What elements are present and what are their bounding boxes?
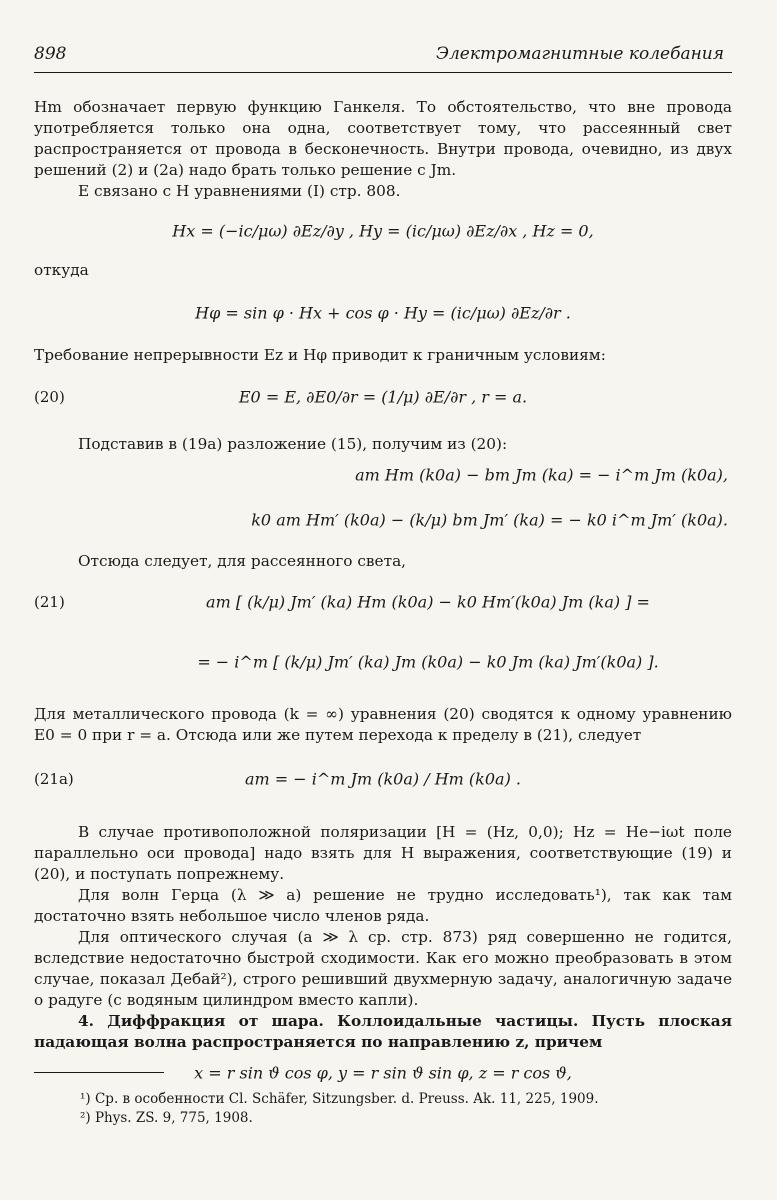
equation-spherical-coordinates	[34, 1053, 732, 1093]
paragraph-metallic-wire: Для металлического провода (k = ∞) уравнения (20) сводятся к одному уравнению E0 = 0 при r = a. Отсюда или же путем перехода к пределу в (21), следует	[34, 705, 732, 744]
footnote-1: ¹) Ср. в особенности Cl. Schäfer, Sitzungsber. d. Preuss. Ak. 11, 225, 1909.	[80, 1091, 599, 1107]
equation-number: (20)	[34, 388, 65, 406]
equation-text: am Hm (k0a) − bm Jm (ka) = − i^m Jm (k0a),	[355, 465, 728, 485]
paragraph-opposite-polarization: В случае противоположной поляризации [H = (Hz, 0,0); Hz = He−iωt поле параллельно оси провода] надо взять для H выражения, соответствующие (19) и (20), и поступать попрежнему.	[34, 823, 732, 883]
paragraph-continuity: Требование непрерывности Ez и Hφ приводит к граничным условиям:	[34, 346, 606, 364]
page-content	[34, 44, 732, 1093]
paragraph-e-h-relation: E связано с H уравнениями (I) стр. 808.	[78, 182, 401, 200]
paragraph-hertz-waves: Для волн Герца (λ ≫ a) решение не трудно исследовать¹), так как там достаточно взять небольшое число членов ряда.	[34, 886, 732, 925]
equation-h-phi	[34, 281, 732, 345]
footnote-2: ²) Phys. ZS. 9, 775, 1908.	[80, 1110, 253, 1126]
paragraph-hankel: Hm обозначает первую функцию Ганкеля. То обстоятельство, что вне провода употребляется только она одна, соответствует тому, что рассеянный свет распространяется от провода в бесконечность. Внутри провода, очевидно, из двух решений (2) и (2а) надо брать только решение с Jm.	[34, 98, 732, 179]
paragraph-scattered-light: Отсюда следует, для рассеянного света,	[78, 552, 407, 570]
footnotes	[34, 1090, 732, 1128]
paragraph-optical-case: Для оптического случая (a ≫ λ ср. стр. 873) ряд совершенно не годится, вследствие недостаточно быстрой сходимости. Как его можно преобразовать в этом случае, показал Дебай²), строго решивший двухмерную задачу, аналогичную задаче о радуге (с водяным цилиндром вместо капли).	[34, 928, 732, 1009]
equation-21-line1	[34, 572, 732, 632]
equation-text: am [ (k/μ) Jm′ (ka) Hm (k0a) − k0 Hm′(k0a) Jm (ka) ] =	[206, 592, 650, 612]
equation-text: = − i^m [ (k/μ) Jm′ (ka) Jm (k0a) − k0 Jm (ka) Jm′(k0a) ].	[197, 652, 659, 672]
equation-text: am = − i^m Jm (k0a) / Hm (k0a) .	[245, 769, 521, 789]
equation-h-components	[34, 202, 732, 260]
equation-20	[34, 366, 732, 428]
equation-system-line2	[34, 495, 732, 545]
running-title: Электромагнитные колебания	[435, 44, 724, 64]
equation-number: (21а)	[34, 770, 74, 788]
paragraph-sphere-diffraction: 4. Диффракция от шара. Коллоидальные частицы. Пусть плоская падающая волна распространяется по направлению z, причем	[34, 1012, 732, 1051]
equation-text: x = r sin ϑ cos φ, y = r sin ϑ sin φ, z = r cos ϑ,	[194, 1063, 572, 1083]
paragraph-substitution: Подставив в (19а) разложение (15), получим из (20):	[78, 435, 508, 453]
paragraph-whence: откуда	[34, 261, 89, 279]
equation-21-line2	[34, 632, 732, 692]
equation-text: Hφ = sin φ · Hx + cos φ · Hy = (ic/μω) ∂Ez/∂r .	[195, 303, 571, 323]
footnote-rule	[34, 1072, 164, 1073]
page-number: 898	[34, 44, 67, 64]
equation-number: (21)	[34, 593, 65, 611]
equation-21a	[34, 746, 732, 812]
equation-text: Hx = (−ic/μω) ∂Ez/∂y , Hy = (ic/μω) ∂Ez/∂x , Hz = 0,	[172, 221, 594, 241]
equation-text: E0 = E, ∂E0/∂r = (1/μ) ∂E/∂r , r = a.	[238, 387, 528, 407]
equation-system-line1	[34, 455, 732, 495]
equation-text: k0 am Hm′ (k0a) − (k/μ) bm Jm′ (ka) = − k0 i^m Jm′ (k0a).	[251, 510, 728, 530]
running-header	[34, 44, 732, 70]
